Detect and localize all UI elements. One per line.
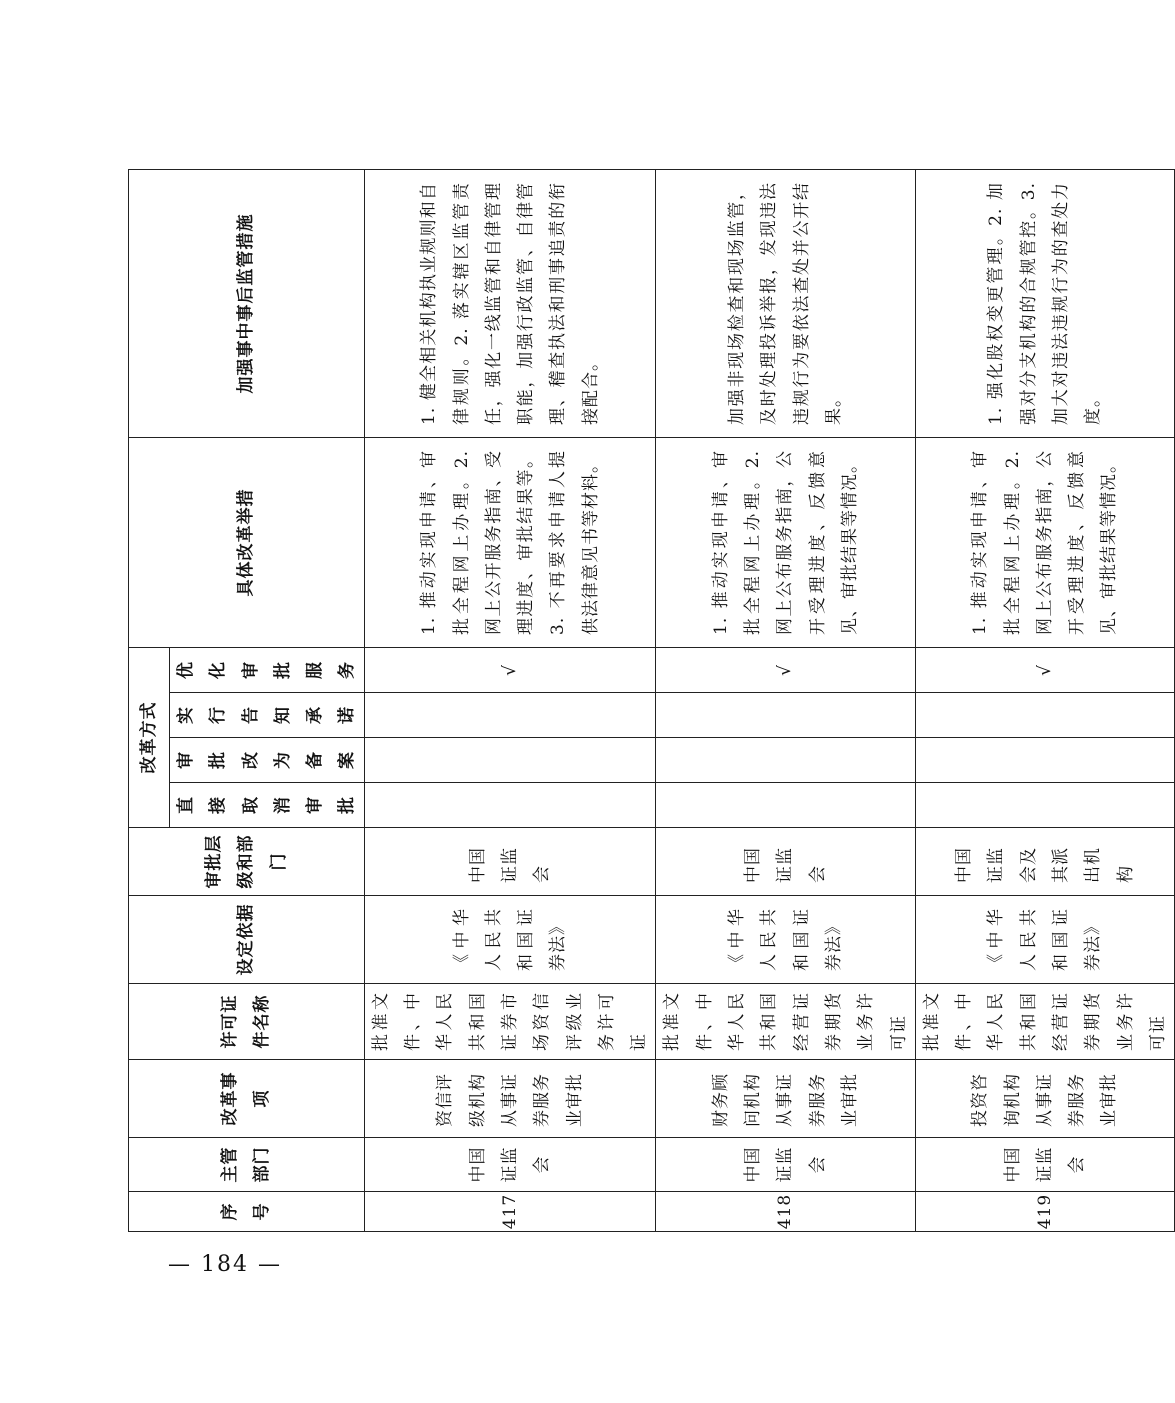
cell-item: 资信评级机构从事证券服务业审批 [364, 1060, 656, 1138]
cell-license: 批准文件、中华人民共和国证券市场资信评级业务许可证 [364, 984, 656, 1060]
cell-level: 中国证监会 [656, 828, 915, 896]
cell-mode-optimize: √ [915, 648, 1174, 693]
cell-mode-notice [656, 693, 915, 738]
cell-license: 批准文件、中华人民共和国经营证券期货业务许可证 [915, 984, 1174, 1060]
cell-mode-notice [915, 693, 1174, 738]
cell-basis: 《中华人民共和国证券法》 [915, 896, 1174, 984]
header-dept: 主管部门 [129, 1138, 365, 1192]
table-row [364, 170, 656, 1232]
rotated-table-wrapper [128, 170, 1168, 1232]
cell-mode-filing [364, 738, 656, 783]
cell-measures: 1. 推动实现申请、审批全程网上办理。2. 网上公布服务指南，公开受理进度、反馈意见、审批结果等情况。 [915, 438, 1174, 648]
header-level: 审批层级和部门 [129, 828, 365, 896]
header-basis: 设定依据 [129, 896, 365, 984]
cell-seq: 419 [915, 1192, 1174, 1232]
cell-mode-optimize: √ [364, 648, 656, 693]
cell-mode-cancel [364, 783, 656, 828]
cell-mode-filing [915, 738, 1174, 783]
cell-item: 投资咨询机构从事证券服务业审批 [915, 1060, 1174, 1138]
cell-mode-cancel [656, 783, 915, 828]
header-item: 改革事项 [129, 1060, 365, 1138]
cell-level: 中国证监会 [364, 828, 656, 896]
header-measures: 具体改革举措 [129, 438, 365, 648]
header-mode-cancel: 直接取消审批 [170, 783, 365, 828]
reform-table [128, 169, 1175, 1232]
header-mode-notice: 实行告知承诺 [170, 693, 365, 738]
cell-seq: 417 [364, 1192, 656, 1232]
cell-basis: 《中华人民共和国证券法》 [364, 896, 656, 984]
header-license: 许可证件名称 [129, 984, 365, 1060]
cell-level: 中国证监会及其派出机构 [915, 828, 1174, 896]
cell-mode-cancel [915, 783, 1174, 828]
header-mode-optimize: 优化审批服务 [170, 648, 365, 693]
header-supervision: 加强事中事后监管措施 [129, 170, 365, 438]
cell-supervision: 1. 健全相关机构执业规则和自律规则。2. 落实辖区监管责任，强化一线监管和自律管理职能，加强行政监管、自律管理、稽查执法和刑事追责的衔接配合。 [364, 170, 656, 438]
cell-item: 财务顾问机构从事证券服务业审批 [656, 1060, 915, 1138]
cell-mode-notice [364, 693, 656, 738]
cell-mode-optimize: √ [656, 648, 915, 693]
header-mode-filing: 审批改为备案 [170, 738, 365, 783]
cell-mode-filing [656, 738, 915, 783]
page-number: — 184 — [168, 1252, 282, 1277]
table-row [915, 170, 1174, 1232]
cell-measures: 1. 推动实现申请、审批全程网上办理。2. 网上公开服务指南、受理进度、审批结果等。3. 不再要求申请人提供法律意见书等材料。 [364, 438, 656, 648]
cell-supervision: 1. 强化股权变更管理。2. 加强对分支机构的合规管控。3. 加大对违法违规行为的查处力度。 [915, 170, 1174, 438]
cell-dept: 中国证监会 [915, 1138, 1174, 1192]
cell-supervision: 加强非现场检查和现场监管，及时处理投诉举报，发现违法违规行为要依法查处并公开结果。 [656, 170, 915, 438]
header-seq: 序号 [129, 1192, 365, 1232]
cell-dept: 中国证监会 [364, 1138, 656, 1192]
table-row [656, 170, 915, 1232]
cell-seq: 418 [656, 1192, 915, 1232]
cell-basis: 《中华人民共和国证券法》 [656, 896, 915, 984]
header-reform-mode: 改革方式 [129, 648, 170, 828]
cell-measures: 1. 推动实现申请、审批全程网上办理。2. 网上公布服务指南，公开受理进度、反馈意见、审批结果等情况。 [656, 438, 915, 648]
cell-dept: 中国证监会 [656, 1138, 915, 1192]
cell-license: 批准文件、中华人民共和国经营证券期货业务许可证 [656, 984, 915, 1060]
